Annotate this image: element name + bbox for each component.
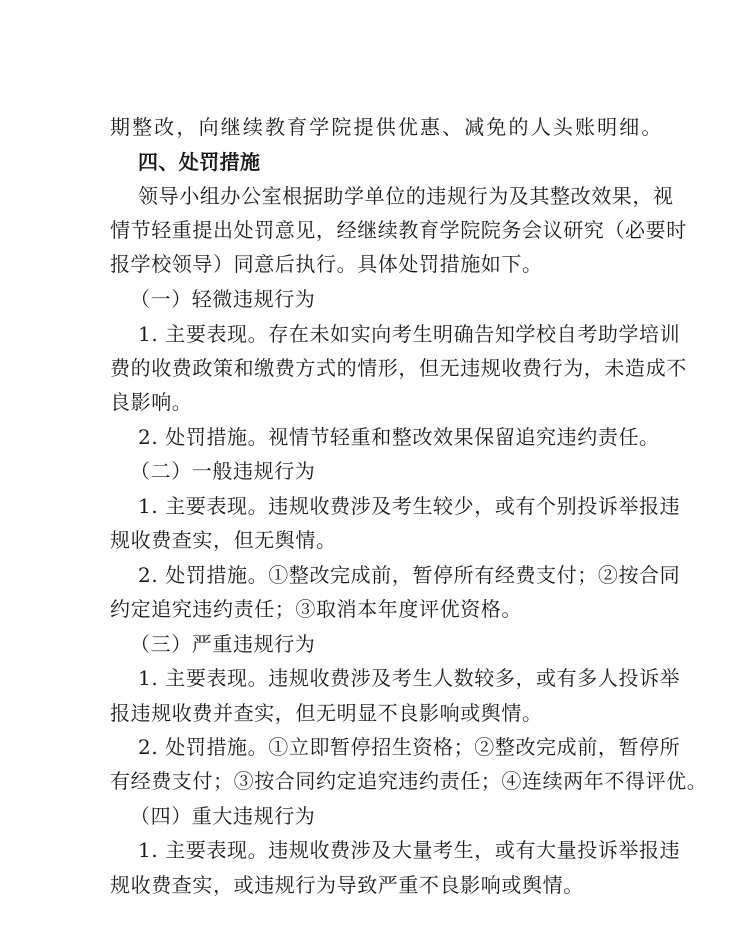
subsection-heading: （三）严重违规行为	[130, 632, 316, 656]
subsection-heading: （一）轻微违规行为	[130, 287, 316, 311]
paragraph-line: 1. 主要表现。违规收费涉及大量考生，或有大量投诉举报违	[138, 838, 681, 862]
paragraph-line: 2. 处罚措施。①整改完成前，暂停所有经费支付；②按合同	[138, 563, 681, 587]
paragraph-line: 良影响。	[110, 390, 193, 414]
paragraph-line: 1. 主要表现。存在未如实向考生明确告知学校自考助学培训	[138, 322, 681, 346]
subsection-heading: （二）一般违规行为	[130, 459, 316, 483]
subsection-heading: （四）重大违规行为	[130, 804, 316, 828]
paragraph-line: 报违规收费并查实，但无明显不良影响或舆情。	[110, 701, 543, 725]
paragraph-line: 报学校领导）同意后执行。具体处罚措施如下。	[110, 252, 543, 276]
section-heading: 四、处罚措施	[138, 150, 261, 174]
paragraph-line: 2. 处罚措施。①立即暂停招生资格；②整改完成前，暂停所	[138, 735, 681, 759]
paragraph-line: 费的收费政策和缴费方式的情形，但无违规收费行为，未造成不	[110, 356, 687, 380]
paragraph-line: 约定追究违约责任；③取消本年度评优资格。	[110, 597, 522, 621]
paragraph-line: 规收费查实，或违规行为导致严重不良影响或舆情。	[110, 873, 584, 897]
paragraph-line: 2. 处罚措施。视情节轻重和整改效果保留追究违约责任。	[138, 425, 660, 449]
paragraph-line: 领导小组办公室根据助学单位的违规行为及其整改效果，视	[138, 184, 674, 208]
paragraph-line: 有经费支付；③按合同约定追究违约责任；④连续两年不得评优。	[110, 769, 708, 793]
paragraph-line: 1. 主要表现。违规收费涉及考生人数较多，或有多人投诉举	[138, 666, 681, 690]
paragraph-line: 期整改，向继续教育学院提供优惠、减免的人头账明细。	[110, 115, 662, 139]
paragraph-line: 规收费查实，但无舆情。	[110, 528, 337, 552]
paragraph-line: 1. 主要表现。违规收费涉及考生较少，或有个别投诉举报违	[138, 494, 681, 518]
paragraph-line: 情节轻重提出处罚意见，经继续教育学院院务会议研究（必要时	[110, 218, 687, 242]
